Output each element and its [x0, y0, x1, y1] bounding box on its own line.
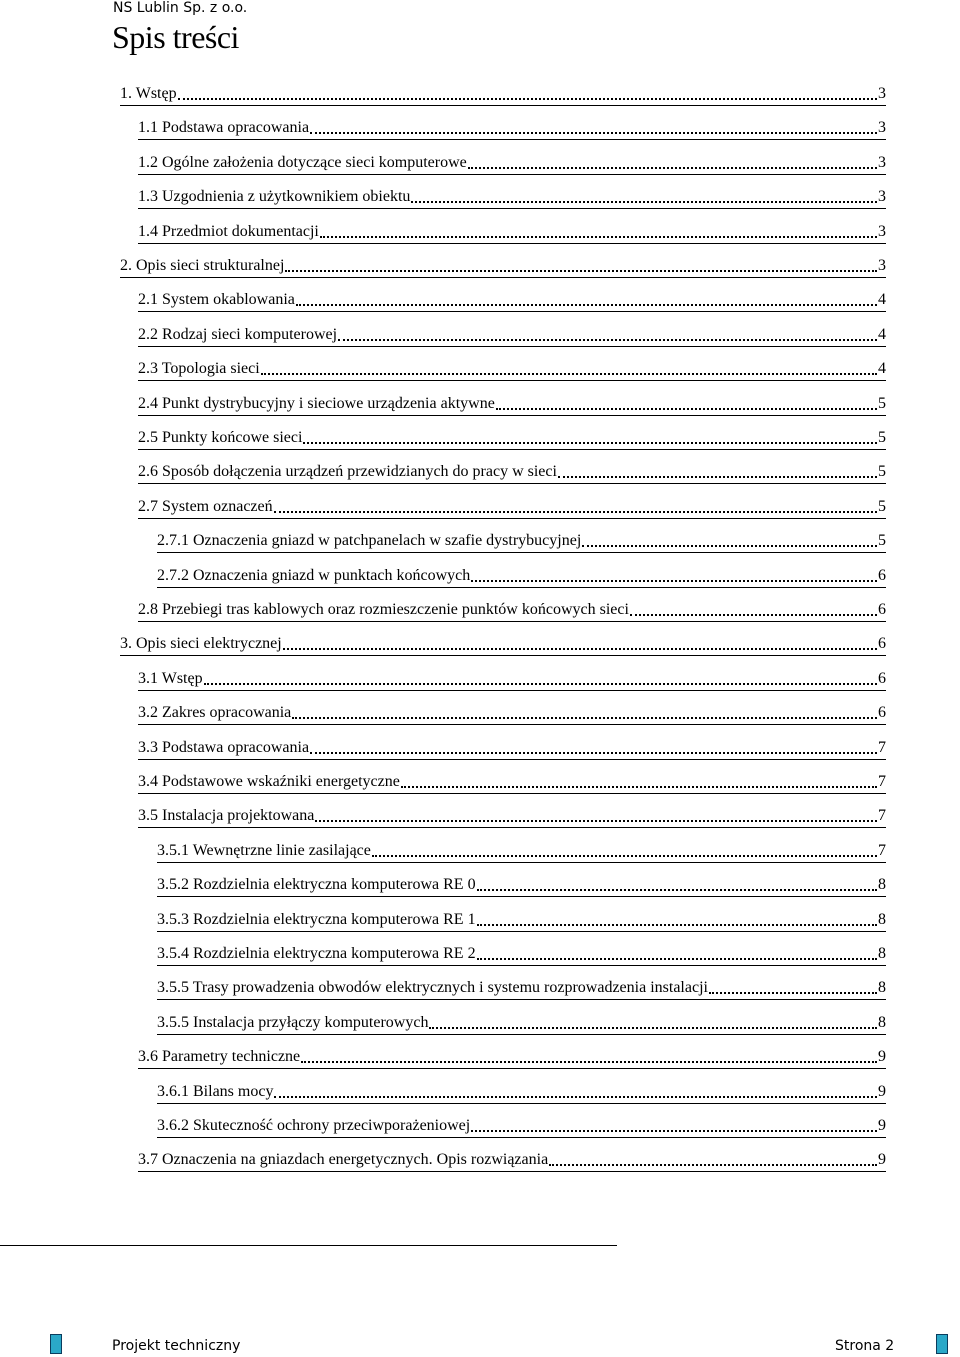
toc-entry-page: 8 [878, 911, 886, 928]
toc-entry-page: 5 [878, 463, 886, 480]
toc-entry[interactable] [138, 1035, 886, 1069]
toc-entry[interactable] [157, 554, 886, 588]
toc-entry-leader-dots [477, 958, 877, 960]
toc-entry-page: 3 [878, 119, 886, 136]
toc-entry[interactable] [120, 72, 886, 106]
toc-entry-leader-dots [471, 1130, 877, 1132]
toc-entry-page: 7 [878, 739, 886, 756]
toc-entry-page: 5 [878, 532, 886, 549]
toc-entry-title: 2. Opis sieci strukturalnej [120, 257, 285, 274]
toc-entry-title: 3.6 Parametry techniczne [138, 1048, 301, 1065]
footer-page-number: Strona 2 [835, 1338, 895, 1354]
toc-entry-leader-dots [178, 98, 877, 100]
toc-entry[interactable] [157, 932, 886, 966]
toc-entry-page: 3 [878, 154, 886, 171]
toc-entry-page: 5 [878, 395, 886, 412]
toc-entry-title: 1.1 Podstawa opracowania [138, 119, 310, 136]
toc-entry-leader-dots [283, 648, 877, 650]
toc-entry-page: 8 [878, 979, 886, 996]
toc-entry-title: 3.7 Oznaczenia na gniazdach energetycznych. Opis rozwiązania [138, 1151, 549, 1168]
toc-entry[interactable] [138, 726, 886, 760]
footnote-separator [0, 1245, 617, 1246]
toc-entry-title: 2.3 Topologia sieci [138, 360, 260, 377]
toc-entry-page: 9 [878, 1048, 886, 1065]
toc-entry-page: 5 [878, 429, 886, 446]
toc-entry-title: 3.5.5 Instalacja przyłączy komputerowych [157, 1014, 429, 1031]
toc-entry-page: 3 [878, 257, 886, 274]
footer-left-marker-icon [50, 1334, 62, 1354]
toc-entry-leader-dots [338, 339, 877, 341]
toc-entry-title: 1. Wstęp [120, 85, 177, 102]
toc-entry-leader-dots [558, 476, 877, 478]
toc-entry-page: 6 [878, 670, 886, 687]
toc-entry-leader-dots [468, 167, 877, 169]
toc-entry[interactable] [138, 278, 886, 312]
toc-entry[interactable] [138, 1138, 886, 1172]
toc-entry-page: 6 [878, 635, 886, 652]
toc-entry-title: 3.2 Zakres opracowania [138, 704, 292, 721]
toc-entry[interactable] [138, 382, 886, 416]
toc-entry[interactable] [138, 210, 886, 244]
toc-entry[interactable] [138, 657, 886, 691]
toc-entry-title: 3.5.2 Rozdzielnia elektryczna komputerowa RE 0 [157, 876, 476, 893]
toc-entry[interactable] [138, 450, 886, 484]
toc-entry-title: 2.7.2 Oznaczenia gniazd w punktach końcowych [157, 567, 471, 584]
toc-entry-title: 2.7.1 Oznaczenia gniazd w patchpanelach w szafie dystrybucyjnej [157, 532, 582, 549]
toc-entry-title: 3.6.2 Skuteczność ochrony przeciwporażeniowej [157, 1117, 471, 1134]
toc-entry-leader-dots [582, 545, 877, 547]
toc-entry-page: 7 [878, 807, 886, 824]
toc-entry-leader-dots [320, 236, 877, 238]
toc-entry[interactable] [157, 966, 886, 1000]
toc-entry-page: 8 [878, 876, 886, 893]
toc-entry[interactable] [138, 485, 886, 519]
toc-entry-title: 2.5 Punkty końcowe sieci [138, 429, 303, 446]
toc-entry-leader-dots [204, 683, 877, 685]
toc-entry-leader-dots [310, 132, 877, 134]
toc-entry[interactable] [138, 416, 886, 450]
toc-entry[interactable] [138, 347, 886, 381]
toc-entry-leader-dots [296, 304, 877, 306]
toc-entry-page: 3 [878, 85, 886, 102]
toc-entry-title: 2.4 Punkt dystrybucyjny i sieciowe urządzenia aktywne [138, 395, 495, 412]
toc-entry[interactable] [138, 313, 886, 347]
toc-entry-leader-dots [301, 1061, 877, 1063]
toc-entry[interactable] [138, 106, 886, 140]
toc-entry[interactable] [157, 898, 886, 932]
toc-entry[interactable] [157, 1104, 886, 1138]
toc-entry-page: 4 [878, 360, 886, 377]
toc-entry-leader-dots [310, 752, 877, 754]
toc-entry[interactable] [138, 175, 886, 209]
toc-entry[interactable] [157, 519, 886, 553]
toc-entry-title: 2.2 Rodzaj sieci komputerowej [138, 326, 338, 343]
toc-entry-leader-dots [315, 820, 877, 822]
toc-entry-page: 8 [878, 945, 886, 962]
toc-entry-leader-dots [630, 614, 877, 616]
toc-entry-leader-dots [496, 408, 877, 410]
toc-entry-title: 3.5.1 Wewnętrzne linie zasilające [157, 842, 371, 859]
toc-entry-title: 2.8 Przebiegi tras kablowych oraz rozmieszczenie punktów końcowych sieci [138, 601, 629, 618]
toc-entry-leader-dots [285, 270, 877, 272]
footer-right-marker-icon [936, 1334, 948, 1354]
toc-entry-page: 3 [878, 223, 886, 240]
toc-entry-title: 3.6.1 Bilans mocy [157, 1083, 274, 1100]
toc-entry[interactable] [138, 588, 886, 622]
toc-entry[interactable] [157, 863, 886, 897]
toc-entry[interactable] [138, 760, 886, 794]
toc-entry-title: 1.4 Przedmiot dokumentacji [138, 223, 319, 240]
toc-entry[interactable] [157, 1001, 886, 1035]
toc-entry-leader-dots [372, 855, 877, 857]
toc-entry[interactable] [138, 691, 886, 725]
footer-document-type: Projekt techniczny [112, 1338, 241, 1354]
toc-entry-page: 4 [878, 326, 886, 343]
toc-entry[interactable] [138, 794, 886, 828]
toc-entry-page: 9 [878, 1083, 886, 1100]
toc-entry-page: 9 [878, 1117, 886, 1134]
toc-entry-title: 1.2 Ogólne założenia dotyczące sieci komputerowe [138, 154, 467, 171]
toc-entry-title: 3.3 Podstawa opracowania [138, 739, 310, 756]
toc-entry-page: 6 [878, 704, 886, 721]
toc-entry-title: 3.5.5 Trasy prowadzenia obwodów elektrycznych i systemu rozprowadzenia instalacji [157, 979, 708, 996]
toc-entry-leader-dots [429, 1027, 877, 1029]
toc-entry-leader-dots [549, 1164, 877, 1166]
toc-entry-leader-dots [477, 889, 877, 891]
toc-entry-title: 3.1 Wstęp [138, 670, 203, 687]
toc-entry-leader-dots [274, 511, 877, 513]
toc-entry[interactable] [120, 244, 886, 278]
toc-entry-title: 3. Opis sieci elektrycznej [120, 635, 282, 652]
toc-entry-leader-dots [709, 992, 877, 994]
toc-entry-title: 3.5.4 Rozdzielnia elektryczna komputerowa RE 2 [157, 945, 476, 962]
toc-entry-leader-dots [292, 717, 877, 719]
page-title: Spis treści [112, 19, 239, 55]
toc-entry-page: 7 [878, 842, 886, 859]
toc-entry-page: 3 [878, 188, 886, 205]
toc-entry-page: 6 [878, 601, 886, 618]
toc-entry-page: 6 [878, 567, 886, 584]
toc-entry-leader-dots [274, 1096, 877, 1098]
toc-entry-page: 9 [878, 1151, 886, 1168]
company-header: NS Lublin Sp. z o.o. [113, 0, 248, 16]
toc-entry[interactable] [138, 141, 886, 175]
toc-entry-title: 2.6 Sposób dołączenia urządzeń przewidzianych do pracy w sieci [138, 463, 557, 480]
toc-entry[interactable] [120, 622, 886, 656]
toc-entry-title: 3.5.3 Rozdzielnia elektryczna komputerowa RE 1 [157, 911, 476, 928]
toc-entry-leader-dots [261, 373, 877, 375]
toc-entry-leader-dots [411, 201, 877, 203]
toc-entry-title: 3.4 Podstawowe wskaźniki energetyczne [138, 773, 400, 790]
toc-entry-page: 5 [878, 498, 886, 515]
toc-entry-title: 3.5 Instalacja projektowana [138, 807, 315, 824]
toc-entry-title: 1.3 Uzgodnienia z użytkownikiem obiektu [138, 188, 411, 205]
toc-entry-page: 7 [878, 773, 886, 790]
toc-entry-leader-dots [477, 924, 877, 926]
toc-entry[interactable] [157, 1070, 886, 1104]
toc-entry[interactable] [157, 829, 886, 863]
toc-entry-title: 2.1 System okablowania [138, 291, 295, 308]
toc-entry-leader-dots [303, 442, 877, 444]
toc-entry-leader-dots [471, 580, 877, 582]
toc-entry-page: 4 [878, 291, 886, 308]
toc-entry-page: 8 [878, 1014, 886, 1031]
toc-entry-leader-dots [401, 786, 877, 788]
toc-entry-title: 2.7 System oznaczeń [138, 498, 273, 515]
